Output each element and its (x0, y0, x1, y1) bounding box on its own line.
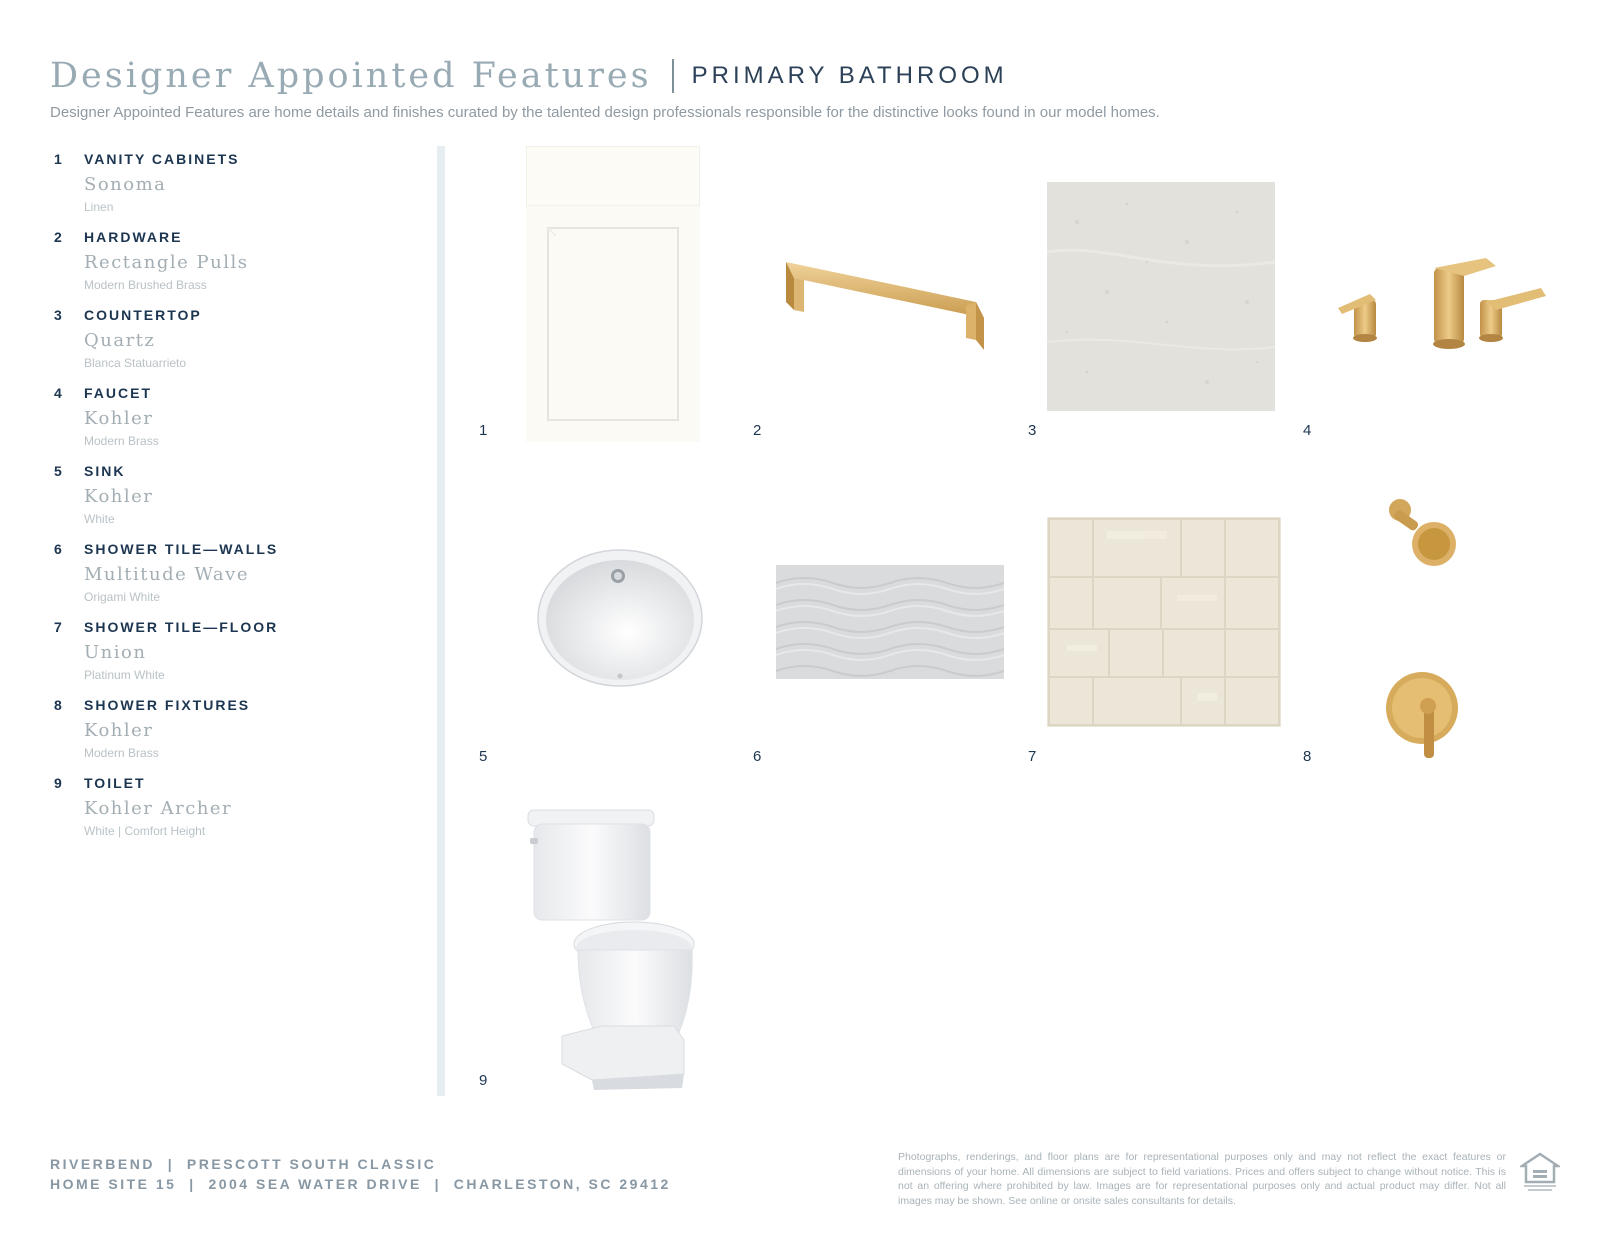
faucet-image (1336, 244, 1546, 354)
quartz-swatch-image (1047, 182, 1275, 411)
feature-number: 6 (54, 541, 62, 557)
column-divider (437, 146, 445, 1096)
home-site-address: HOME SITE 15 | 2004 SEA WATER DRIVE | CHARLESTON, SC 29412 (50, 1176, 671, 1192)
image-number: 4 (1303, 422, 1312, 439)
feature-category: FAUCET (84, 385, 152, 401)
legal-disclaimer: Photographs, renderings, and floor plans are for representational purposes only and may not reflect the exact features or dimensions of your home. All dimensions are subject to field variations. Prices and offers subject to change without notice. This is not an offering where prohibited by law. Images are for representational purposes only and actual product may differ. Not all images may be shown. See online or onsite sales consultants for details. (898, 1151, 1506, 1207)
feature-name: Kohler (84, 486, 154, 507)
equal-housing-opportunity-icon (1520, 1152, 1560, 1192)
feature-number: 4 (54, 385, 62, 401)
page-header (50, 52, 1550, 121)
feature-number: 1 (54, 151, 62, 167)
feature-detail: Modern Brass (84, 434, 159, 448)
feature-detail: Platinum White (84, 668, 165, 682)
feature-name: Kohler Archer (84, 798, 233, 819)
community-address (50, 1154, 671, 1194)
shower-valve-image (1384, 668, 1466, 760)
feature-number: 5 (54, 463, 62, 479)
image-number: 7 (1028, 748, 1037, 765)
feature-category: SHOWER FIXTURES (84, 697, 251, 713)
intro-text: Designer Appointed Features are home details and finishes curated by the talented design professionals responsible for the distinctive looks found in our model homes. (50, 104, 1160, 121)
feature-number: 7 (54, 619, 62, 635)
feature-name: Sonoma (84, 174, 167, 195)
feature-detail: Blanca Statuarrieto (84, 356, 187, 370)
feature-number: 3 (54, 307, 62, 323)
image-number: 2 (753, 422, 762, 439)
showerhead-image (1386, 496, 1462, 572)
title-divider (672, 59, 674, 93)
image-number: 5 (479, 748, 488, 765)
title-row (50, 52, 1550, 100)
undermount-sink-image (536, 548, 704, 690)
feature-number: 2 (54, 229, 62, 245)
image-number: 1 (479, 422, 488, 439)
feature-category: VANITY CABINETS (84, 151, 240, 167)
feature-category: COUNTERTOP (84, 307, 202, 323)
toilet-image (522, 808, 698, 1090)
feature-item (50, 226, 410, 304)
feature-name: Kohler (84, 408, 154, 429)
feature-name: Union (84, 642, 147, 663)
feature-number: 8 (54, 697, 62, 713)
feature-detail: Modern Brass (84, 746, 159, 760)
feature-item (50, 538, 410, 616)
rectangle-pull-image (780, 240, 1000, 350)
feature-item (50, 772, 410, 850)
wave-wall-tile-image (776, 565, 1004, 679)
feature-name: Kohler (84, 720, 154, 741)
page-title: Designer Appointed Features (50, 56, 652, 96)
feature-detail: Linen (84, 200, 114, 214)
feature-category: TOILET (84, 775, 146, 791)
feature-item (50, 304, 410, 382)
feature-detail: Modern Brushed Brass (84, 278, 207, 292)
feature-name: Rectangle Pulls (84, 252, 249, 273)
feature-item (50, 616, 410, 694)
feature-detail: Origami White (84, 590, 161, 604)
image-number: 6 (753, 748, 762, 765)
feature-item (50, 148, 410, 226)
image-number: 3 (1028, 422, 1037, 439)
feature-detail: White | Comfort Height (84, 824, 206, 838)
feature-category: SHOWER TILE—FLOOR (84, 619, 279, 635)
feature-number: 9 (54, 775, 62, 791)
image-number: 9 (479, 1072, 488, 1089)
vanity-cabinet-image (526, 146, 700, 442)
feature-category: SINK (84, 463, 126, 479)
floor-tile-image (1047, 517, 1281, 727)
feature-item (50, 460, 410, 538)
feature-category: SHOWER TILE—WALLS (84, 541, 279, 557)
room-subtitle: PRIMARY BATHROOM (691, 62, 1008, 89)
community-name: RIVERBEND | PRESCOTT SOUTH CLASSIC (50, 1156, 437, 1172)
image-number: 8 (1303, 748, 1312, 765)
feature-name: Multitude Wave (84, 564, 249, 585)
feature-item (50, 382, 410, 460)
feature-category: HARDWARE (84, 229, 183, 245)
feature-list (50, 148, 410, 850)
feature-item (50, 694, 410, 772)
feature-detail: White (84, 512, 115, 526)
feature-name: Quartz (84, 330, 156, 351)
